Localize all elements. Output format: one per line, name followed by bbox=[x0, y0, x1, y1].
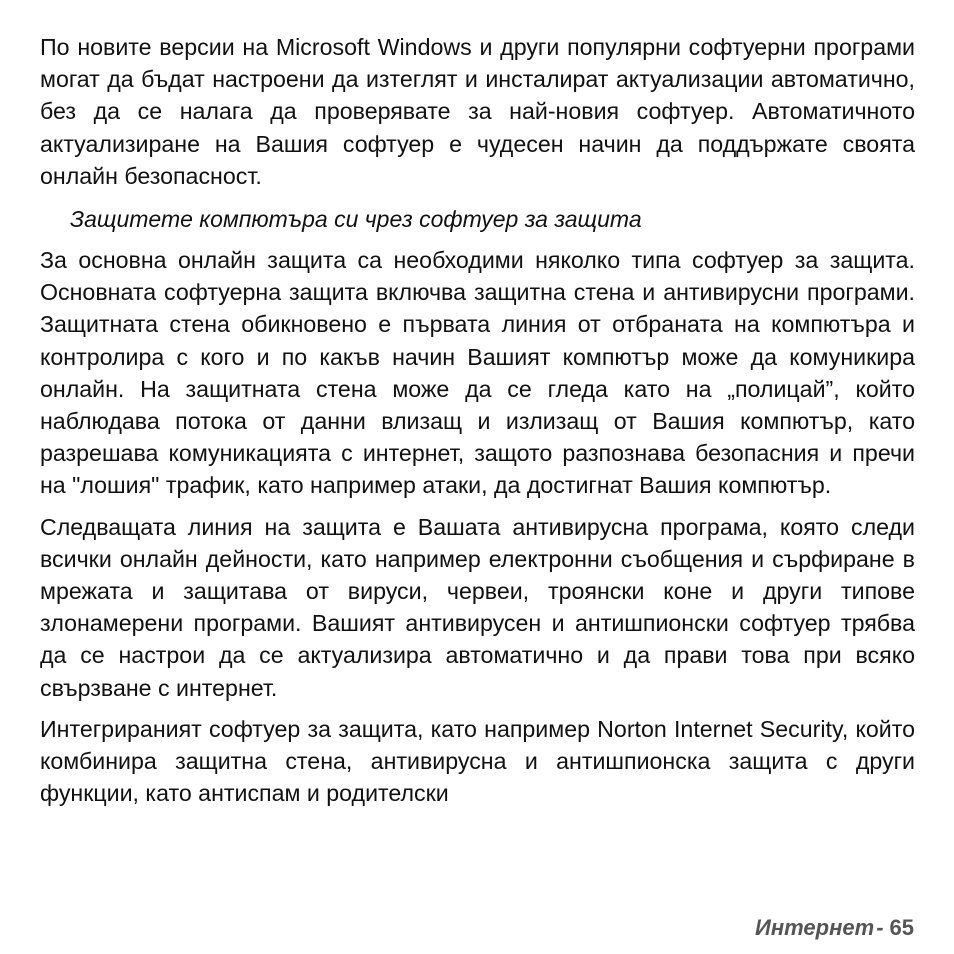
footer-separator: - bbox=[876, 915, 884, 940]
paragraph-firewall: За основна онлайн защита са необходими няколко типа софтуер за защита. Основната софтуерна защита включва защитна стена и антивирусни програми. Защитната стена обикновено е първата линия от отбраната на компютъра и контролира с кого и по какъв начин Вашият компютър може да комуникира онлайн. На защитната стена може да се гледа като на „полицай”, който наблюдава потока от данни влизащ и излизащ от Вашия компютър, като разрешава комуникацията с интернет, защото разпознава безопасния и пречи на "лошия" трафик, като например атаки, да достигнат Вашия компютър. bbox=[40, 247, 915, 499]
section-subheading: Защитете компютъра си чрез софтуер за защита bbox=[70, 206, 642, 233]
page-number: 65 bbox=[889, 915, 914, 940]
footer-section-title: Интернет bbox=[755, 915, 875, 940]
paragraph-auto-updates: По новите версии на Microsoft Windows и други популярни софтуерни програми могат да бъдат настроени да изтеглят и инсталират актуализации автоматично, без да се налага да проверявате за най-новия софтуер. Автоматичното актуализиране на Вашия софтуер е чудесен начин да поддържате своята онлайн безопасност. bbox=[40, 34, 915, 189]
paragraph-antivirus: Следващата линия на защита е Вашата антивирусна програма, която следи всички онлайн дейности, като например електронни съобщения и сърфиране в мрежата и защитава от вируси, червеи, троянски коне и други типове злонамерени програми. Вашият антивирусен и антишпионски софтуер трябва да се настрои да се актуализира автоматично и да прави това при всяко свързване с интернет. bbox=[40, 513, 915, 701]
document-page bbox=[40, 31, 915, 809]
paragraph-integrated-security: Интегрираният софтуер за защита, като например Norton Internet Security, който комбинира защитна стена, антивирусна и антишпионска защита с други функции, като антиспам и родителски bbox=[40, 715, 915, 807]
page-footer bbox=[755, 913, 914, 943]
